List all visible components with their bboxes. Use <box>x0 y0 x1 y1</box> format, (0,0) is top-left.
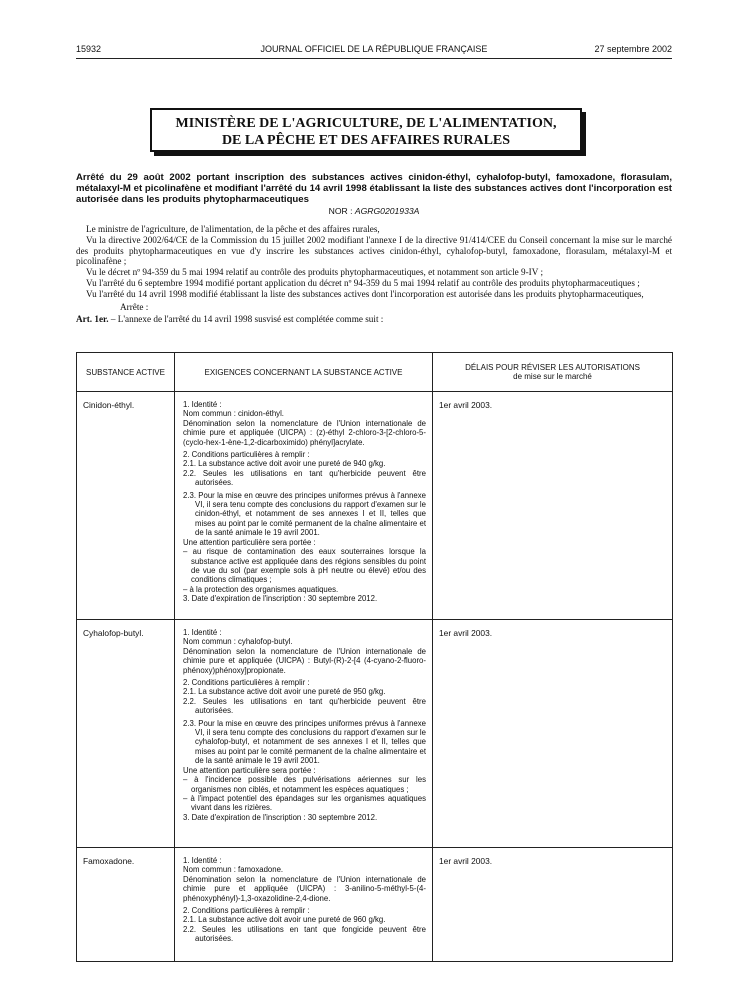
common-name: Nom commun : famoxadone. <box>183 865 284 875</box>
attention-item-1: – au risque de contamination des eaux souterraines lorsque la substance active est appliquée dans des régions sensibles du point de vue du sol (par exemple sols à pH neutre ou élevé) et/ou des conditions climatiques ; <box>183 547 426 585</box>
article-1-text: – L'annexe de l'arrêté du 14 avril 1998 susvisé est complétée comme suit : <box>108 314 384 325</box>
conditions-heading: 2. Conditions particulières à remplir : <box>183 906 310 916</box>
substance-name: Cyhalofop-butyl. <box>77 620 175 848</box>
review-delay: 1er avril 2003. <box>433 392 673 620</box>
col-delay-header <box>433 353 673 392</box>
preamble-arrete-1994: Vu l'arrêté du 6 septembre 1994 modifié portant application du décret nº 94-359 du 5 mai 1994 relatif au contrôle des produits phytopharmaceutiques ; <box>86 277 640 288</box>
review-delay: 1er avril 2003. <box>433 620 673 848</box>
attention-item-2: – à la protection des organismes aquatiques. <box>183 584 339 594</box>
iupac-name: Dénomination selon la nomenclature de l'Union internationale de chimie pure et appliquée (UICPA) : Butyl-(R)-2-[4 (4-cyano-2-fluoro-phénoxy)phénoxy]propionate. <box>183 646 426 675</box>
attention-item-1: – à l'incidence possible des pulvérisations aériennes sur les organismes non ciblés, et notamment les espèces aquatiques ; <box>183 775 426 794</box>
attention-heading: Une attention particulière sera portée : <box>183 537 316 547</box>
identity-heading: 1. Identité : <box>183 856 222 865</box>
ministry-heading-box <box>150 108 582 152</box>
expiry-date: 3. Date d'expiration de l'inscription : 30 septembre 2012. <box>183 812 378 822</box>
identity-heading: 1. Identité : <box>183 400 222 409</box>
substance-name: Famoxadone. <box>77 848 175 962</box>
ministry-line-1: MINISTÈRE DE L'AGRICULTURE, DE L'ALIMENTATION, <box>175 116 557 131</box>
journal-title: JOURNAL OFFICIEL DE LA RÉPUBLIQUE FRANÇAISE <box>260 44 488 54</box>
condition-2-2: 2.2. Seules les utilisations en tant qu'herbicide peuvent être autorisées. <box>183 696 426 716</box>
iupac-name: Dénomination selon la nomenclature de l'Union internationale de chimie pure et appliquée (UICPA) : (z)-éthyl 2-chloro-3-[2-chloro-5-(cyclo-hex-1-ène-1,2-dicarboximido) phényl]acrylate. <box>183 418 426 447</box>
nor-reference <box>0 206 748 216</box>
condition-2-1: 2.1. La substance active doit avoir une pureté de 960 g/kg. <box>183 915 386 925</box>
arrete-word: Arrête : <box>120 301 149 312</box>
publication-date: 27 septembre 2002 <box>594 44 672 54</box>
table-row <box>77 620 673 848</box>
header-rule <box>76 58 672 59</box>
table-row <box>77 848 673 962</box>
condition-2-1: 2.1. La substance active doit avoir une pureté de 950 g/kg. <box>183 687 386 697</box>
preamble-directive: Vu la directive 2002/64/CE de la Commission du 15 juillet 2002 modifiant l'annexe I de la directive 91/414/CEE du Conseil concernant la mise sur le marché des produits phytopharmaceutiques en vue d'y inscrire les substances actives cinidon-éthyl, cyhalofop-butyl, famoxadone, florasulam, métalaxyl-M et picolinafène ; <box>76 234 672 267</box>
review-delay: 1er avril 2003. <box>433 848 673 962</box>
preamble <box>76 224 672 325</box>
identity-heading: 1. Identité : <box>183 628 222 637</box>
article-1-label: Art. 1er. <box>76 314 109 325</box>
attention-heading: Une attention particulière sera portée : <box>183 765 316 775</box>
preamble-decree: Vu le décret nº 94-359 du 5 mai 1994 relatif au contrôle des produits phytopharmaceutiques, et notamment son article 9-IV ; <box>86 267 544 278</box>
col-delay-header-line2: de mise sur le marché <box>513 372 592 381</box>
col-requirements-header: EXIGENCES CONCERNANT LA SUBSTANCE ACTIVE <box>175 353 433 392</box>
annex-table <box>76 352 673 962</box>
condition-2-1: 2.1. La substance active doit avoir une pureté de 940 g/kg. <box>183 459 386 469</box>
condition-2-2: 2.2. Seules les utilisations en tant qu'herbicide peuvent être autorisées. <box>183 468 426 488</box>
conditions-heading: 2. Conditions particulières à remplir : <box>183 678 310 688</box>
expiry-date: 3. Date d'expiration de l'inscription : 30 septembre 2012. <box>183 594 378 604</box>
conditions-heading: 2. Conditions particulières à remplir : <box>183 450 310 460</box>
requirements-cell <box>175 620 433 848</box>
nor-code: AGRG0201933A <box>354 206 420 216</box>
col-substance-header: SUBSTANCE ACTIVE <box>77 353 175 392</box>
preamble-arrete-1998: Vu l'arrêté du 14 avril 1998 modifié établissant la liste des substances actives dont l'incorporation est autorisée dans les produits phytopharmaceutiques, <box>86 288 644 299</box>
article-1 <box>76 314 672 325</box>
condition-2-2: 2.2. Seules les utilisations en tant que fongicide peuvent être autorisées. <box>183 924 426 944</box>
table-row <box>77 392 673 620</box>
page-number: 15932 <box>76 44 102 54</box>
common-name: Nom commun : cinidon-éthyl. <box>183 409 284 419</box>
ministry-line-2: DE LA PÊCHE ET DES AFFAIRES RURALES <box>221 133 511 148</box>
condition-2-3: 2.3. Pour la mise en œuvre des principes uniformes prévus à l'annexe VI, il sera tenu compte des conclusions du rapport d'examen sur le cyhalofop-butyl, et notamment de ses annexes I et II, telles que mises au point par le comité permanent de la chaîne alimentaire et de la santé animale le 19 avril 2001. <box>183 718 426 766</box>
table-header-row <box>77 353 673 392</box>
substance-name: Cinidon-éthyl. <box>77 392 175 620</box>
iupac-name: Dénomination selon la nomenclature de l'Union internationale de chimie pure et appliquée (UICPA) : 3-anilino-5-méthyl-5-(4-phénoxyphényl)-1,3-oxazolidine-2,4-dione. <box>183 874 426 903</box>
attention-item-2: – à l'impact potentiel des épandages sur les organismes aquatiques vivant dans les rizières. <box>183 793 426 813</box>
preamble-minister: Le ministre de l'agriculture, de l'alimentation, de la pêche et des affaires rurales, <box>86 224 380 234</box>
common-name: Nom commun : cyhalofop-butyl. <box>183 637 293 647</box>
col-delay-header-line1: DÉLAIS POUR RÉVISER LES AUTORISATIONS <box>465 363 640 372</box>
condition-2-3: 2.3. Pour la mise en œuvre des principes uniformes prévus à l'annexe VI, il sera tenu compte des conclusions du rapport d'examen sur le cinidon-éthyl, et notamment de ses annexes I et II, telles que mises au point par le comité permanent de la chaîne alimentaire et de la santé animale le 19 avril 2001. <box>183 490 426 538</box>
requirements-cell <box>175 392 433 620</box>
requirements-cell <box>175 848 433 962</box>
arrete-title: Arrêté du 29 août 2002 portant inscription des substances actives cinidon-éthyl, cyhalofop-butyl, famoxadone, florasulam, métalaxyl-M et picolinafène et modifiant l'arrêté du 14 avril 1998 établissant la liste des substances actives dont l'incorporation est autorisée dans les produits phytopharmaceutiques <box>76 172 672 205</box>
nor-label: NOR : <box>328 206 353 216</box>
